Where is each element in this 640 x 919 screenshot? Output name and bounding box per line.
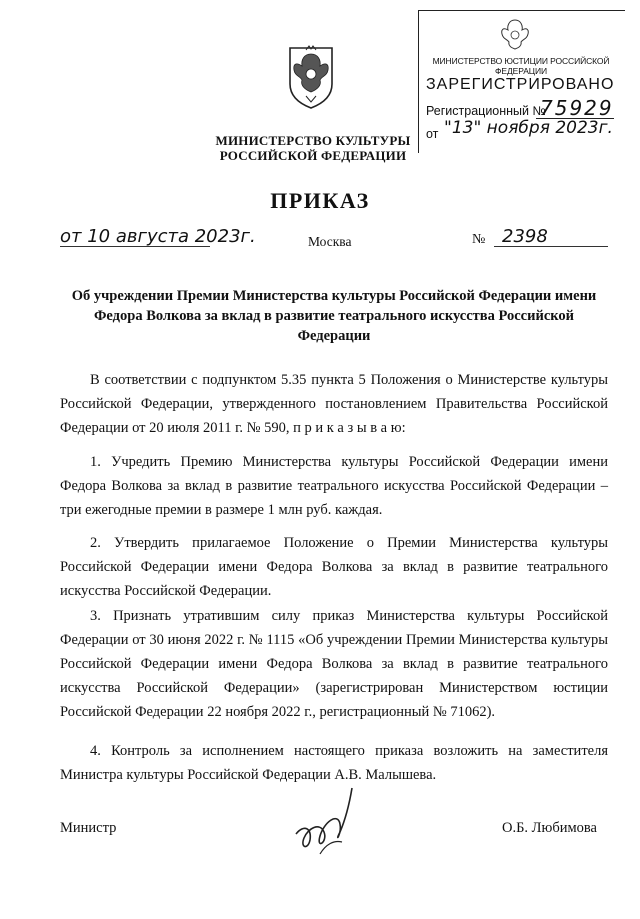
ministry-name xyxy=(200,133,426,163)
paragraph-item-1: 1. Учредить Премию Министерства культуры Российской Федерации имени Федора Волкова за вклад в развитие театрального искусства Российской Федерации – три ежегодные премии в размере 1 млн руб. каждая. xyxy=(60,454,608,518)
order-number-underline xyxy=(494,246,608,247)
signature xyxy=(290,784,364,864)
order-heading: Об учреждении Премии Министерства культуры Российской Федерации имени Федора Волкова за вклад в развитие театрального искусства Российской Федерации xyxy=(71,288,597,344)
stamp-date-value: "13" ноября 2023г. xyxy=(444,118,613,138)
stamp-registered: ЗАРЕГИСТРИРОВАНО xyxy=(426,76,615,93)
stamp-ministry: МИНИСТЕРСТВО ЮСТИЦИИ РОССИЙСКОЙ ФЕДЕРАЦИИ xyxy=(432,56,610,76)
order-number-sign: № xyxy=(472,232,486,247)
order-city: Москва xyxy=(308,234,352,249)
signatory-name: О.Б. Любимова xyxy=(502,820,597,836)
paragraph-item-3: 3. Признать утратившим силу приказ Министерства культуры Российской Федерации от 30 июня 2022 г. № 1115 «Об учреждении Премии Министерства культуры Российской Федерации имени Федора Волкова за вклад в развитие театрального искусства Российской Федерации» (зарегистрирован Министерством юстиции Российской Федерации 22 ноября 2022 г., регистрационный № 71062). xyxy=(60,608,608,720)
paragraph-preamble: В соответствии с подпунктом 5.35 пункта 5 Положения о Министерстве культуры Российской Федерации, утвержденного постановлением Правительства Российской Федерации от 20 июля 2011 г. № 590, п р и к а з ы в а ю: xyxy=(60,372,608,436)
order-date-underline xyxy=(60,246,210,247)
paragraph-item-4: 4. Контроль за исполнением настоящего приказа возложить на заместителя Министра культуры Российской Федерации А.В. Малышева. xyxy=(60,743,608,783)
ministry-line-1: МИНИСТЕРСТВО КУЛЬТУРЫ xyxy=(215,133,411,148)
ministry-line-2: РОССИЙСКОЙ ФЕДЕРАЦИИ xyxy=(219,148,407,163)
stamp-regno-value: 75929 xyxy=(540,96,614,120)
signatory-position: Министр xyxy=(60,820,117,836)
coat-of-arms-icon xyxy=(284,40,338,112)
paragraph-item-2: 2. Утвердить прилагаемое Положение о Премии Министерства культуры Российской Федерации имени Федора Волкова за вклад в развитие театрального искусства Российской Федерации. xyxy=(60,535,608,599)
stamp-emblem-icon xyxy=(495,14,535,54)
order-date: от 10 августа 2023г. xyxy=(60,226,256,247)
order-title: ПРИКАЗ xyxy=(270,188,370,213)
order-number: 2398 xyxy=(502,226,548,247)
stamp-regno-label: Регистрационный № xyxy=(426,104,546,118)
stamp-date-label: от xyxy=(426,127,439,141)
